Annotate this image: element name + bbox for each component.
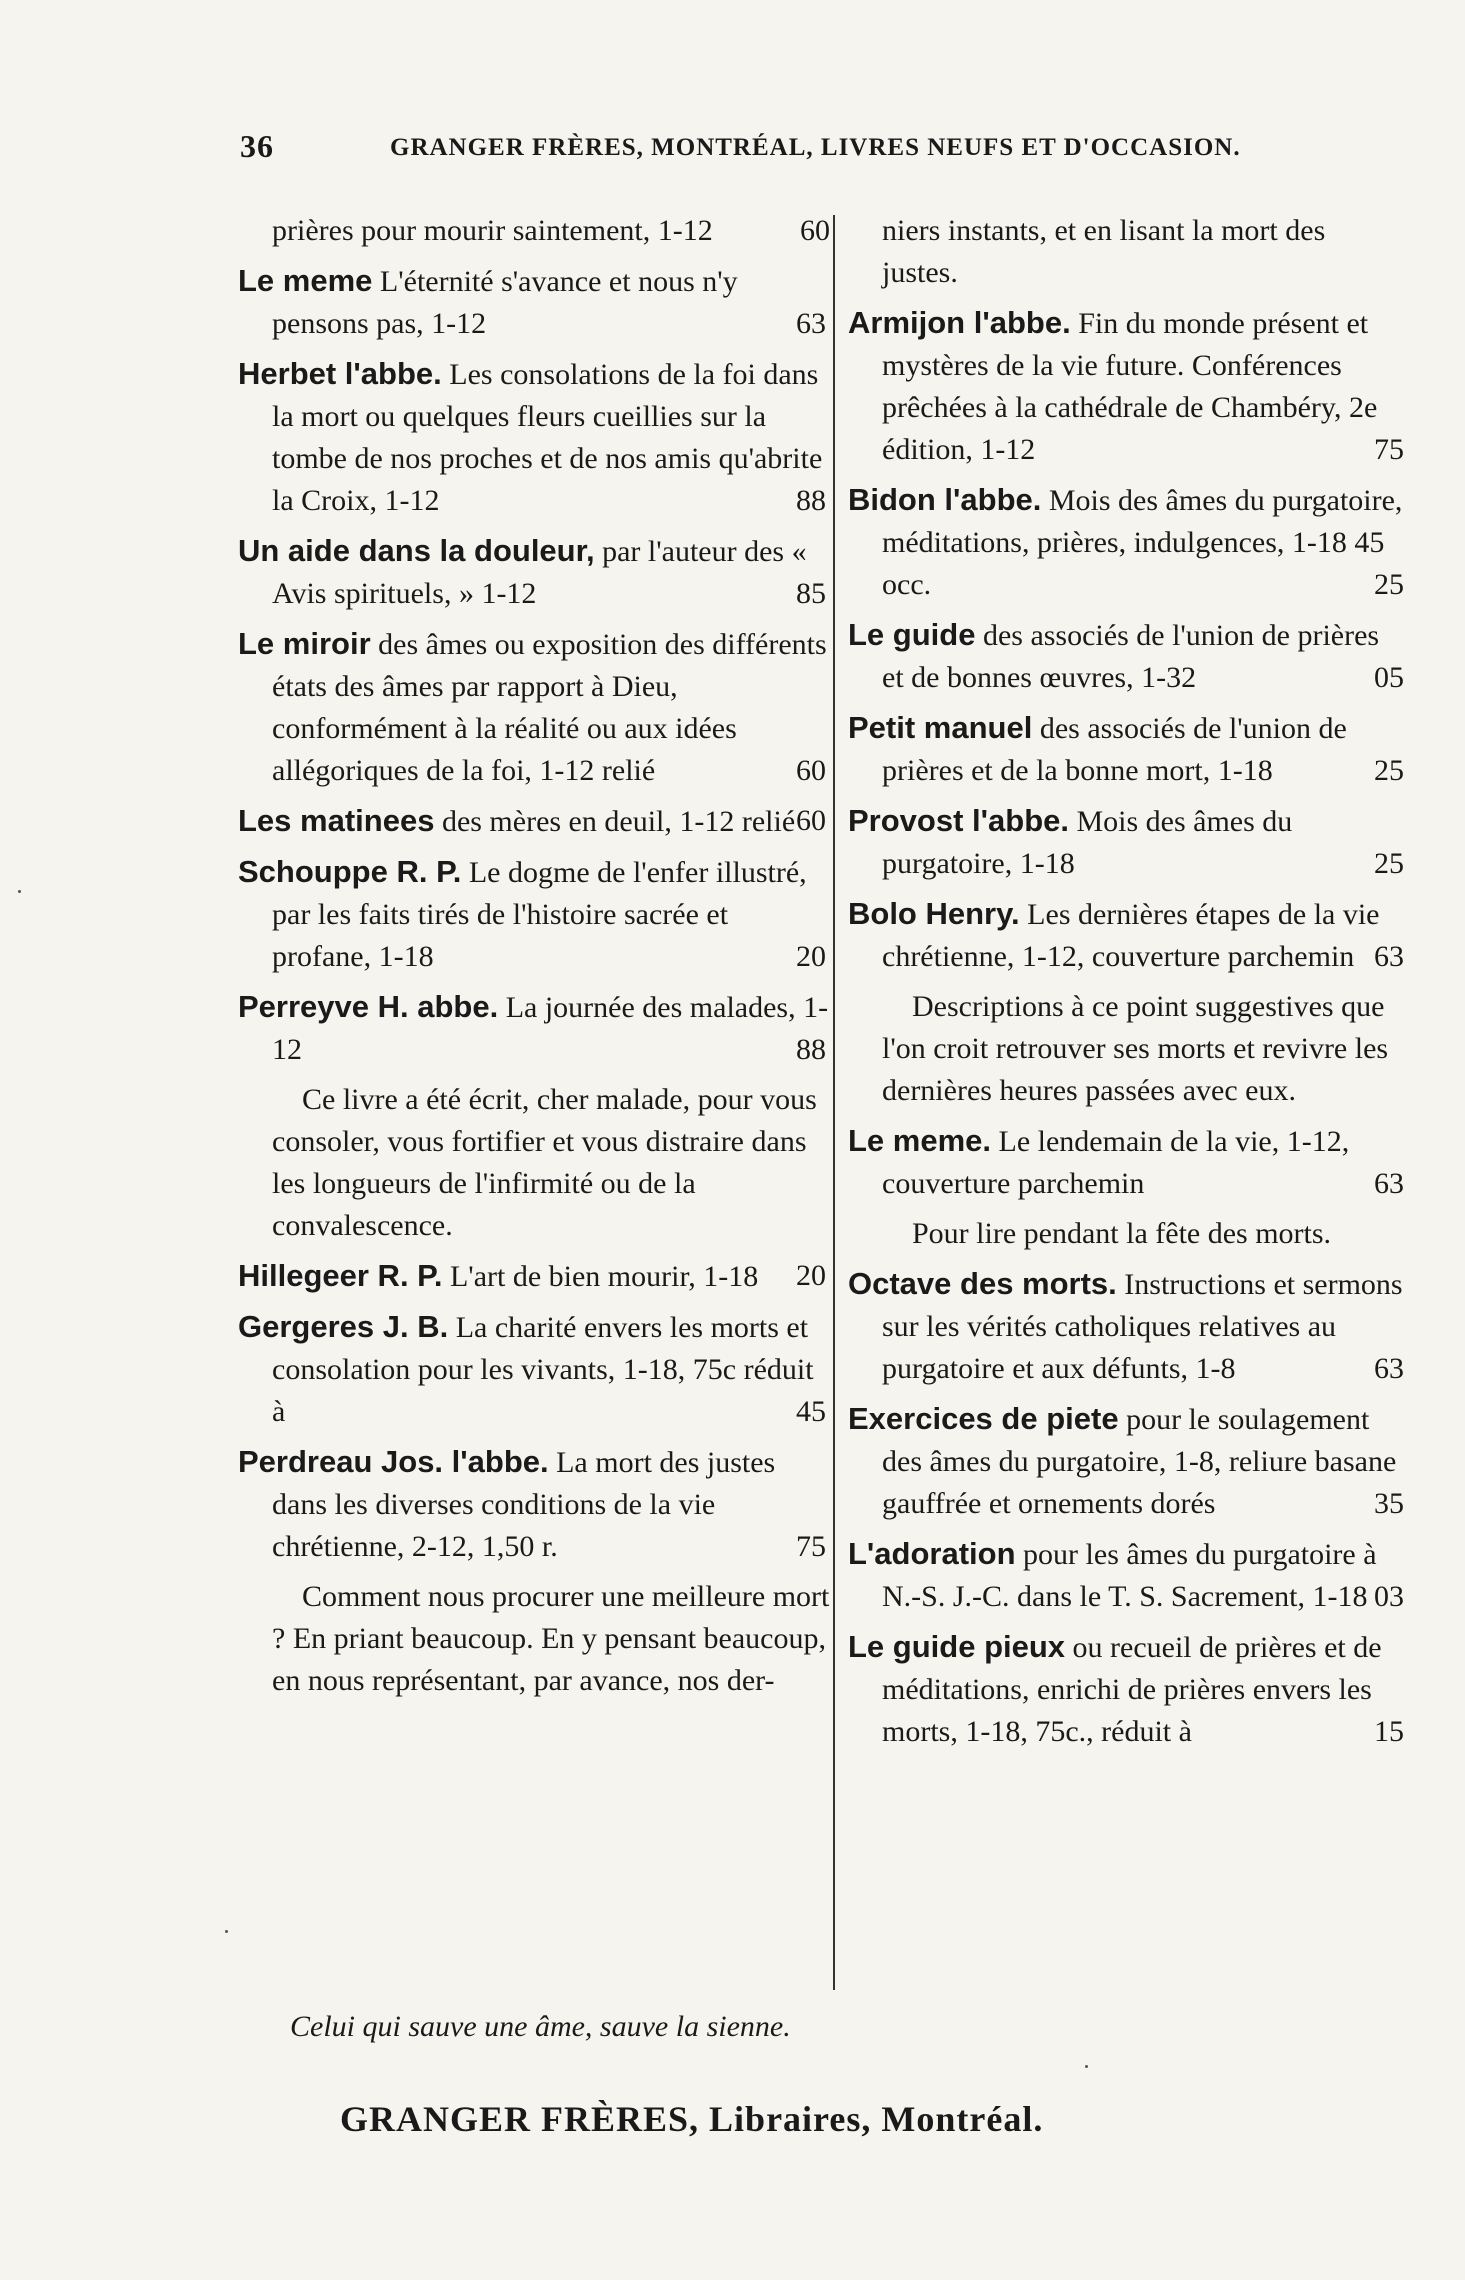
entry-description [848,986,1408,1112]
entry-author: Schouppe R. P. [238,854,462,889]
catalog-entry [238,851,830,978]
entry-text: des âmes ou exposition des différents états des âmes par rapport à Dieu, conformément à la réalité ou aux idées allégoriques de la foi, 1-12 relié [272,628,827,787]
entry-description [848,1213,1408,1255]
entry-text: pour les âmes du purgatoire à N.-S. J.-C. dans le T. S. Sacrement, 1-18 [882,1538,1377,1613]
entry-text: des mères en deuil, 1-12 relié [441,805,796,838]
entry-author: Les matinees [238,803,435,838]
entry-author: Le meme. [848,1123,992,1158]
catalog-entry [848,707,1408,792]
entry-price: 60 [800,214,830,247]
catalog-entry [238,623,830,792]
entry-text: niers instants, et en lisant la mort des justes. [882,214,1326,289]
catalog-entry [848,800,1408,885]
description-text: Pour lire pendant la fête des morts. [912,1217,1332,1250]
catalog-entry [848,302,1408,471]
catalog-entry [848,1533,1408,1618]
entry-author: Perreyve H. abbe. [238,989,499,1024]
catalog-entry [848,1626,1408,1753]
left-column [238,210,830,1710]
page-number: 36 [240,128,274,164]
entry-body: Provost l'abbe. Mois des âmes du purgatoire, 1-18 25 [848,803,1404,880]
entry-body: L'adoration pour les âmes du purgatoire à N.-S. J.-C. dans le T. S. Sacrement, 1-18 03 [848,1536,1404,1613]
entry-body [848,210,1408,294]
catalog-entry [848,1398,1408,1525]
entry-body: Herbet l'abbe. Les consolations de la foi dans la mort ou quelques fleurs cueillies sur la tombe de nos proches et de nos amis qu'abrite la Croix, 1-12 88 [238,356,826,517]
catalog-entry [238,210,830,252]
catalog-entry [238,353,830,522]
catalog-entry [848,1120,1408,1205]
entry-body: Le meme L'éternité s'avance et nous n'y pensons pas, 1-12 63 [238,263,826,340]
catalog-entry [848,479,1408,606]
catalog-entry [238,800,830,843]
entry-author: Hillegeer R. P. [238,1258,443,1293]
entry-author: Petit manuel [848,710,1033,745]
entry-author: Le guide pieux [848,1629,1066,1664]
catalog-entry [848,210,1408,294]
entry-text: Le lendemain de la vie, 1-12, couverture parchemin [882,1125,1350,1200]
footer-imprint: GRANGER FRÈRES, Libraires, Montréal. [340,2099,1044,2139]
entry-author: Le miroir [238,626,371,661]
entry-body: Armijon l'abbe. Fin du monde présent et mystères de la vie future. Conférences prêchées à la cathédrale de Chambéry, 2e édition, 1-12 75 [848,305,1404,466]
entry-author: Le meme [238,263,373,298]
entry-text: des associés de l'union de prières et de la bonne mort, 1-18 [882,712,1347,787]
print-speck [1085,2065,1088,2068]
entry-text: Les consolations de la foi dans la mort ou quelques fleurs cueillies sur la tombe de nos proches et de nos amis qu'abrite la Croix, 1-12 [272,358,823,517]
catalog-entry [238,986,830,1071]
entry-text: La journée des malades, 1-12 [272,991,829,1066]
entry-text: prières pour mourir saintement, 1-12 [272,214,713,247]
entry-body: Un aide dans la douleur, par l'auteur des « Avis spirituels, » 1-12 85 [238,533,826,610]
entry-body: Gergeres J. B. La charité envers les morts et consolation pour les vivants, 1-18, 75c réduit à 45 [238,1309,826,1428]
entry-author: Bolo Henry. [848,896,1020,931]
print-speck [18,890,21,893]
entry-text: La charité envers les morts et consolation pour les vivants, 1-18, 75c réduit à [272,1311,814,1428]
entry-body [238,210,830,252]
entry-text: Fin du monde présent et mystères de la vie future. Conférences prêchées à la cathédrale de Chambéry, 2e édition, 1-12 [882,307,1378,466]
header-title: GRANGER FRÈRES, MONTRÉAL, LIVRES NEUFS ET D'OCCASION. [390,134,1241,161]
entry-body: Perdreau Jos. l'abbe. La mort des justes dans les diverses conditions de la vie chrétienne, 2-12, 1,50 r. 75 [238,1444,826,1563]
catalog-entry [238,1441,830,1568]
entry-text: L'éternité s'avance et nous n'y pensons pas, 1-12 [272,265,738,340]
entry-text: pour le soulagement des âmes du purgatoire, 1-8, reliure basane gauffrée et ornements dorés [882,1403,1397,1520]
entry-author: Octave des morts. [848,1266,1117,1301]
entry-body: Hillegeer R. P. L'art de bien mourir, 1-18 20 [238,1258,826,1293]
entry-body: Exercices de piete pour le soulagement des âmes du purgatoire, 1-8, reliure basane gauffrée et ornements dorés 35 [848,1401,1404,1520]
entry-author: Perdreau Jos. l'abbe. [238,1444,549,1479]
entry-author: Un aide dans la douleur, [238,533,595,568]
entry-body: Les matinees des mères en deuil, 1-12 relié 60 [238,803,826,838]
motto: Celui qui sauve une âme, sauve la sienne. [290,2010,791,2043]
entry-author: Gergeres J. B. [238,1309,449,1344]
entry-body: Le guide pieux ou recueil de prières et de méditations, enrichi de prières envers les morts, 1-18, 75c., réduit à 15 [848,1629,1404,1748]
entry-body: Bolo Henry. Les dernières étapes de la vie chrétienne, 1-12, couverture parchemin 63 [848,896,1404,973]
entry-description [238,1576,830,1702]
catalog-entry [238,1255,830,1298]
description-text: Comment nous procurer une meilleure mort ? En priant beaucoup. En y pensant beaucoup, en nous représentant, par avance, nos der- [272,1580,830,1697]
entry-body: Schouppe R. P. Le dogme de l'enfer illustré, par les faits tirés de l'histoire sacrée et profane, 1-18 20 [238,854,826,973]
entry-author: Herbet l'abbe. [238,356,442,391]
entry-author: Exercices de piete [848,1401,1119,1436]
entry-text: ou recueil de prières et de méditations, enrichi de prières envers les morts, 1-18, 75c., réduit à [882,1631,1382,1748]
entry-text: Mois des âmes du purgatoire, 1-18 [882,805,1293,880]
entry-author: L'adoration [848,1536,1016,1571]
entry-description [238,1079,830,1247]
entry-body: Le meme. Le lendemain de la vie, 1-12, couverture parchemin 63 [848,1123,1404,1200]
description-text: Descriptions à ce point suggestives que l'on croit retrouver ses morts et revivre les dernières heures passées avec eux. [882,990,1389,1107]
description-text: Ce livre a été écrit, cher malade, pour vous consoler, vous fortifier et vous distraire dans les longueurs de l'infirmité ou de la convalescence. [272,1083,817,1242]
entry-body: Le miroir des âmes ou exposition des différents états des âmes par rapport à Dieu, conformément à la réalité ou aux idées allégoriques de la foi, 1-12 relié 60 [238,626,827,787]
entry-author: Le guide [848,617,976,652]
entry-text: La mort des justes dans les diverses conditions de la vie chrétienne, 2-12, 1,50 r. [272,1446,776,1563]
right-column [848,210,1408,1761]
entry-body: Bidon l'abbe. Mois des âmes du purgatoire, méditations, prières, indulgences, 1-18 45 occ. 25 [848,482,1404,601]
entry-body: Perreyve H. abbe. La journée des malades, 1-12 88 [238,989,829,1066]
catalog-entry [848,893,1408,978]
entry-author: Bidon l'abbe. [848,482,1042,517]
catalog-entry [238,1306,830,1433]
entry-text: L'art de bien mourir, 1-18 [449,1260,759,1293]
entry-text: Instructions et sermons sur les vérités catholiques relatives au purgatoire et aux défunts, 1-8 [882,1268,1403,1385]
entry-text: Le dogme de l'enfer illustré, par les faits tirés de l'histoire sacrée et profane, 1-18 [272,856,807,973]
entry-body: Petit manuel des associés de l'union de prières et de la bonne mort, 1-18 25 [848,710,1404,787]
entry-text: Mois des âmes du purgatoire, méditations, prières, indulgences, 1-18 45 occ. [882,484,1403,601]
catalog-entry [848,614,1408,699]
catalog-entry [238,530,830,615]
entry-author: Armijon l'abbe. [848,305,1071,340]
catalog-entry [848,1263,1408,1390]
entry-author: Provost l'abbe. [848,803,1069,838]
entry-body: Le guide des associés de l'union de prières et de bonnes œuvres, 1-32 05 [848,617,1404,694]
entry-text: par l'auteur des « Avis spirituels, » 1-12 [272,535,807,610]
entry-body: Octave des morts. Instructions et sermons sur les vérités catholiques relatives au purgatoire et aux défunts, 1-8 63 [848,1266,1404,1385]
column-divider [833,215,835,1990]
print-speck [225,1930,228,1933]
entry-text: des associés de l'union de prières et de bonnes œuvres, 1-32 [882,619,1380,694]
catalog-entry [238,260,830,345]
entry-text: Les dernières étapes de la vie chrétienne, 1-12, couverture parchemin [882,898,1380,973]
